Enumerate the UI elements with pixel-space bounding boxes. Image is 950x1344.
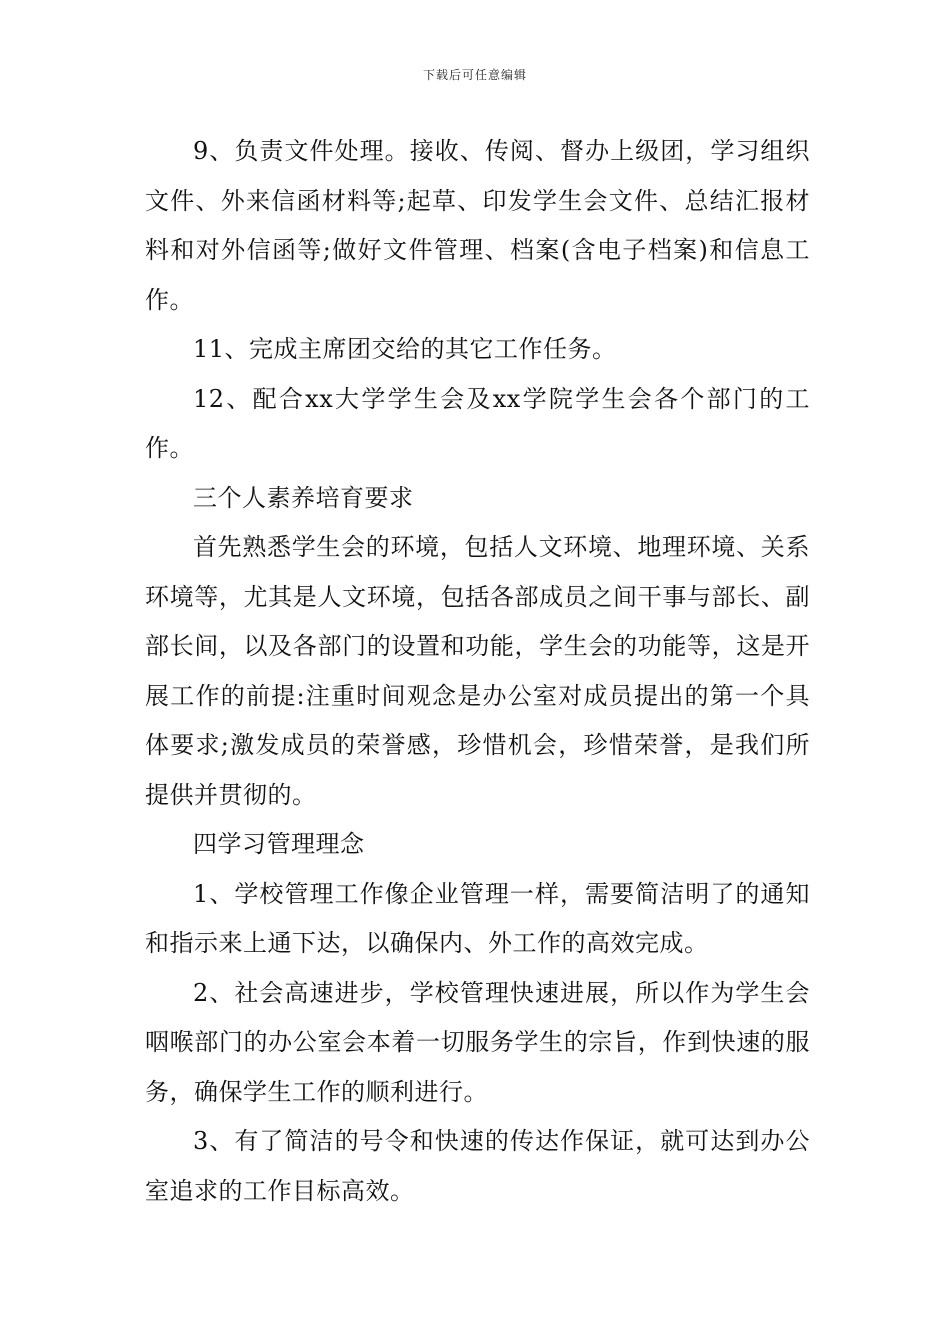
paragraph-environment: 首先熟悉学生会的环境，包括人文环境、地理环境、关系环境等，尤其是人文环境，包括各部成员之间干事与部长、副部长间，以及各部门的设置和功能，学生会的功能等，这是开展工作的前提:注重时间观念是办公室对成员提出的第一个具体要求;激发成员的荣誉感，珍惜机会，珍惜荣誉，是我们所提供并贯彻的。 <box>145 533 810 809</box>
section-heading-3: 三个人素养培育要求 <box>193 483 414 512</box>
paragraph-item-11: 11、完成主席团交给的其它工作任务。 <box>193 335 617 363</box>
document-body <box>145 127 810 1216</box>
paragraph-item-12: 12、配合xx大学学生会及xx学院学生会各个部门的工作。 <box>145 384 810 462</box>
paragraph-concept-2: 2、社会高速进步，学校管理快速进展，所以作为学生会咽喉部门的办公室会本着一切服务学生的宗旨，作到快速的服务，确保学生工作的顺利进行。 <box>145 978 810 1106</box>
header-note: 下载后可任意编辑 <box>422 68 527 82</box>
paragraph-concept-3: 3、有了简洁的号令和快速的传达作保证，就可达到办公室追求的工作目标高效。 <box>145 1127 810 1205</box>
paragraph-item-9: 9、负责文件处理。接收、传阅、督办上级团，学习组织文件、外来信函材料等;起草、印发学生会文件、总结汇报材料和对外信函等;做好文件管理、档案(含电子档案)和信息工作。 <box>145 137 810 314</box>
paragraph-concept-1: 1、学校管理工作像企业管理一样，需要简洁明了的通知和指示来上通下达，以确保内、外工作的高效完成。 <box>145 879 810 957</box>
section-heading-4: 四学习管理理念 <box>193 830 365 858</box>
